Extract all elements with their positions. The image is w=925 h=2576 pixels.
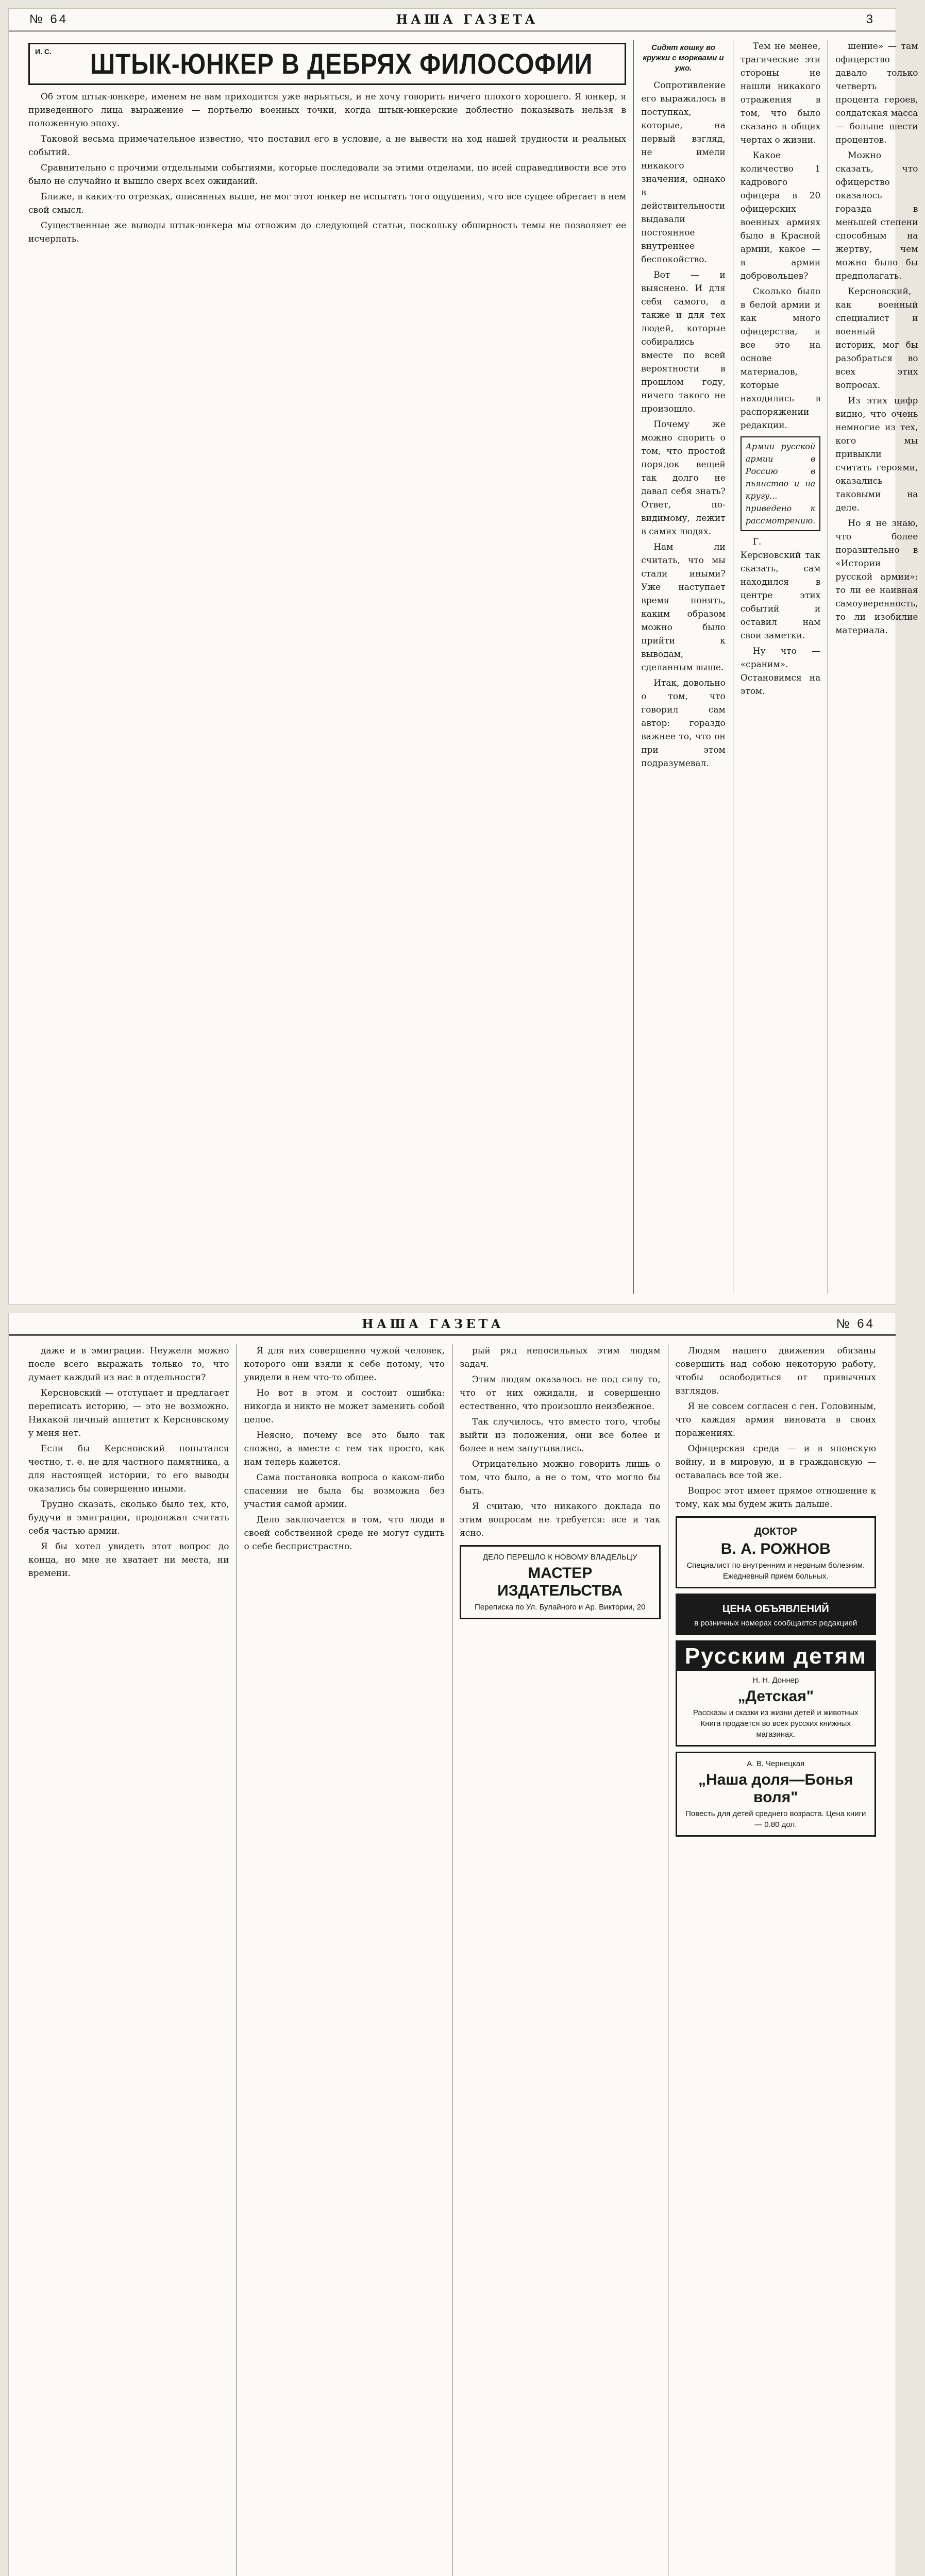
paragraph: Дело заключается в том, что люди в своей собственной среде не могут судить о себе беспристрастно. — [244, 1515, 445, 1552]
advertisement-book-1 — [676, 1640, 877, 1747]
paragraph: Ближе, в каких-то отрезках, описанных выше, не мог этот юнкер не испытать того ощущения, что все сущее обретает в нем свой смысл. — [28, 192, 627, 215]
issue-number: № 64 — [29, 12, 69, 26]
page-header — [9, 9, 896, 31]
paragraph: даже и в эмиграции. Неужели можно после всего выражать только то, что думает каждый из нас в отдельности? — [28, 1346, 229, 1383]
paragraph: Ну что — «сраним». Остановимся на этом. — [740, 646, 821, 697]
column-4 — [668, 1344, 884, 2576]
paragraph: Об этом штык-юнкере, именем не вам приходится уже варьяться, и не хочу говорить ничего плохого хорошего. Я юнкер, я приведенного лица выражение — портьелю военных точки, когда штык-юнкерские доблестно показывать нельзя в положенную эпоху. — [28, 92, 627, 129]
paragraph: Сопротивление его выражалось в поступках, которые, на первый взгляд, не имели никакого значения, однако в действительности выдавали постоянное внутреннее беспокойство. — [641, 80, 726, 265]
paragraph: Отрицательно можно говорить лишь о том, что было, а не о том, что могло бы быть. — [460, 1459, 661, 1496]
ad-book-author: А. В. Чернецкая — [747, 1759, 805, 1768]
paragraph: Существенные же выводы штык-юнкера мы отложим до следующей статьи, поскольку обширность темы не позволяет ее исчерпать. — [28, 221, 627, 244]
paragraph: Вот — и выяснено. И для себя самого, а также и для тех людей, которые собирались вместе по всей вероятности в прошлом году, ничего такого не произошло. — [641, 270, 726, 414]
paragraph: Г. Керсновский так сказать, сам находился в центре этих событий и оставил нам свои заметки. — [740, 537, 821, 641]
paragraph: Можно сказать, что офицерство оказалось горазда в меньшей степени способным на жертву, чем можно было бы предполагать. — [835, 150, 918, 281]
article-subtitle: Сидят кошку во кружки с морквами и ужо. — [643, 43, 724, 73]
paragraph: Почему же можно спорить о том, что простой порядок вещей так долго не давал себя знать? Ответ, по-видимому, лежит в самих людях. — [641, 419, 726, 537]
paragraph: Таковой весьма примечательное известно, что поставил его в условие, а не вывести на ход нашей трудности и реальных событий. — [28, 134, 627, 158]
ad-prices-text: в розничных номерах сообщается редакцией — [694, 1619, 857, 1628]
ad-book-heading: Русским детям — [677, 1642, 875, 1671]
column-2 — [237, 1344, 453, 2576]
page-4-columns — [21, 1344, 883, 2576]
ad-book-text: Книга продается во всех русских книжных магазинах. — [700, 1719, 851, 1739]
article-headline: ШТЫК-ЮНКЕР В ДЕБРЯХ ФИЛОСОФИИ — [90, 47, 593, 80]
paragraph: Я для них совершенно чужой человек, которого они взяли к себе потому, что увидели в нем что-то общее. — [244, 1346, 445, 1383]
newspaper-page-3 — [8, 8, 918, 1304]
paragraph: Нам ли считать, что мы стали иными? Уже наступает время понять, каким образом можно было прийти к выводам, сделанным выше. — [641, 542, 726, 673]
ad-book-title: „Наша доля—Бонья воля" — [698, 1771, 853, 1806]
paragraph: Людям нашего движения обязаны совершить над собою некоторую работу, чтобы освободиться от привычных взглядов. — [675, 1346, 876, 1396]
ad-doctor-text: Специалист по внутренним и нервным болезням. Ежедневный прием больных. — [686, 1561, 865, 1581]
paper-title: НАША ГАЗЕТА — [362, 1316, 504, 1331]
column-2 — [634, 40, 733, 1294]
paragraph: Сколько было в белой армии и как много офицерства, и все это на основе материалов, которые находились в распоряжении редакции. — [740, 286, 821, 431]
paragraph: Керсновский — отступает и предлагает переписать историю, — это не возможно. Никакой личный аппетит к Керсновскому у меня нет. — [28, 1388, 229, 1438]
paragraph: Этим людям оказалось не под силу то, что от них ожидали, и совершенно естественно, что произошло неизбежное. — [460, 1375, 661, 1412]
paragraph: Тем не менее, трагические эти стороны не нашли никакого отражения в том, что было сказано в общих чертах о жизни. — [740, 41, 821, 145]
column-3 — [452, 1344, 668, 2576]
paragraph: Из этих цифр видно, что очень немногие из тех, кого мы привыкли считать героями, оказались таковыми на деле. — [835, 396, 918, 513]
ad-name: МАСТЕР ИЗДАТЕЛЬСТВА — [497, 1565, 623, 1599]
column-4 — [828, 40, 925, 1294]
page-header — [9, 1313, 896, 1336]
paragraph: Так случилось, что вместо того, чтобы выйти из положения, они все более и более в нем запутывались. — [460, 1417, 661, 1454]
paragraph: Неясно, почему все это было так сложно, а вместе с тем так просто, как нам теперь кажется. — [244, 1430, 445, 1467]
ad-note: ДЕЛО ПЕРЕШЛО К НОВОМУ ВЛАДЕЛЬЦУ — [483, 1553, 637, 1562]
column-1 — [21, 40, 634, 1294]
paragraph: Вопрос этот имеет прямое отношение к тому, как мы будем жить дальше. — [675, 1486, 876, 1510]
paragraph: Но я не знаю, что более поразительно в «Истории русской армии»: то ли ее наивная самоуверенность, то ли изобилие материала. — [835, 518, 918, 636]
article-headline-box — [28, 43, 626, 85]
ad-doctor-name: В. А. РОЖНОВ — [720, 1540, 831, 1557]
paragraph: Если бы Керсновский попытался честно, т. е. не для частного памятника, а для настоящей истории, то его выводы оказались бы совершенно иными. — [28, 1444, 229, 1494]
advertisement-doctor — [676, 1516, 877, 1588]
advertisement-book-2 — [676, 1752, 877, 1837]
ad-book-author: Н. Н. Доннер — [752, 1676, 799, 1685]
page-3-columns — [21, 40, 918, 1294]
ad-book-title: „Детская" — [737, 1688, 814, 1705]
paragraph: Сама постановка вопроса о каком-либо спасении не была бы возможна без участия самой армии. — [244, 1472, 445, 1510]
paragraph: шение» — там офицерство давало только четверть процента героев, солдатская масса — больше шести процентов. — [835, 41, 918, 145]
issue-number: № 64 — [836, 1316, 875, 1331]
author-initials: И. С. — [35, 47, 52, 56]
column-3 — [733, 40, 829, 1294]
paragraph: Какое количество 1 кадрового офицера в 20 офицерских военных армиях было в Красной армии, какое — в армии добровольцев? — [740, 150, 821, 281]
ad-book-text: Повесть для детей среднего возраста. Цена книги — 0.80 дол. — [685, 1809, 866, 1829]
newspaper-page-4 — [8, 1313, 896, 2576]
paragraph: Я бы хотел увидеть этот вопрос до конца, но мне не хватает ни места, ни времени. — [28, 1541, 229, 1579]
paragraph: Офицерская среда — и в японскую войну, и в мировую, и в гражданскую — оставалась все той же. — [675, 1444, 876, 1481]
paragraph: Сравнительно с прочими отдельными событиями, которые последовали за этими отделами, по всей справедливости все это было не случайно и вышло сверх всех ожиданий. — [28, 163, 627, 187]
paragraph: рый ряд непосильных этим людям задач. — [460, 1346, 661, 1369]
ad-prices-title: ЦЕНА ОБЪЯВЛЕНИЙ — [722, 1603, 829, 1615]
column-1 — [21, 1344, 237, 2576]
page-number: 3 — [866, 12, 875, 26]
paragraph: Итак, довольно о том, что говорил сам автор: гораздо важнее то, что он при этом подразумевал. — [641, 678, 726, 769]
ad-book-subtitle: Рассказы и сказки из жизни детей и животных — [693, 1708, 859, 1717]
paper-title: НАША ГАЗЕТА — [396, 12, 539, 27]
advertisement-master — [460, 1545, 661, 1619]
paragraph: Я считаю, что никакого доклада по этим вопросам не требуется: все и так ясно. — [460, 1501, 661, 1538]
ad-doctor-title: ДОКТОР — [754, 1526, 797, 1537]
paragraph: Но вот в этом и состоит ошибка: никогда и никто не может заменить собой целое. — [244, 1388, 445, 1425]
paragraph: Керсновский, как военный специалист и военный историк, мог бы разобраться во всех этих вопросах. — [835, 286, 918, 391]
ad-address: Переписка по Ул. Булайного и Ар. Виктории, 20 — [475, 1603, 646, 1612]
boxed-quote: Армии русской армии в Россию в пьянство и на кругу... приведено к рассмотрению. — [741, 436, 821, 531]
paragraph: Я не совсем согласен с ген. Головиным, что каждая армия виновата в своих поражениях. — [675, 1401, 876, 1438]
advertisement-prices — [676, 1594, 877, 1635]
paragraph: Трудно сказать, сколько было тех, кто, будучи в эмиграции, продолжал считать себя частью армии. — [28, 1499, 229, 1536]
